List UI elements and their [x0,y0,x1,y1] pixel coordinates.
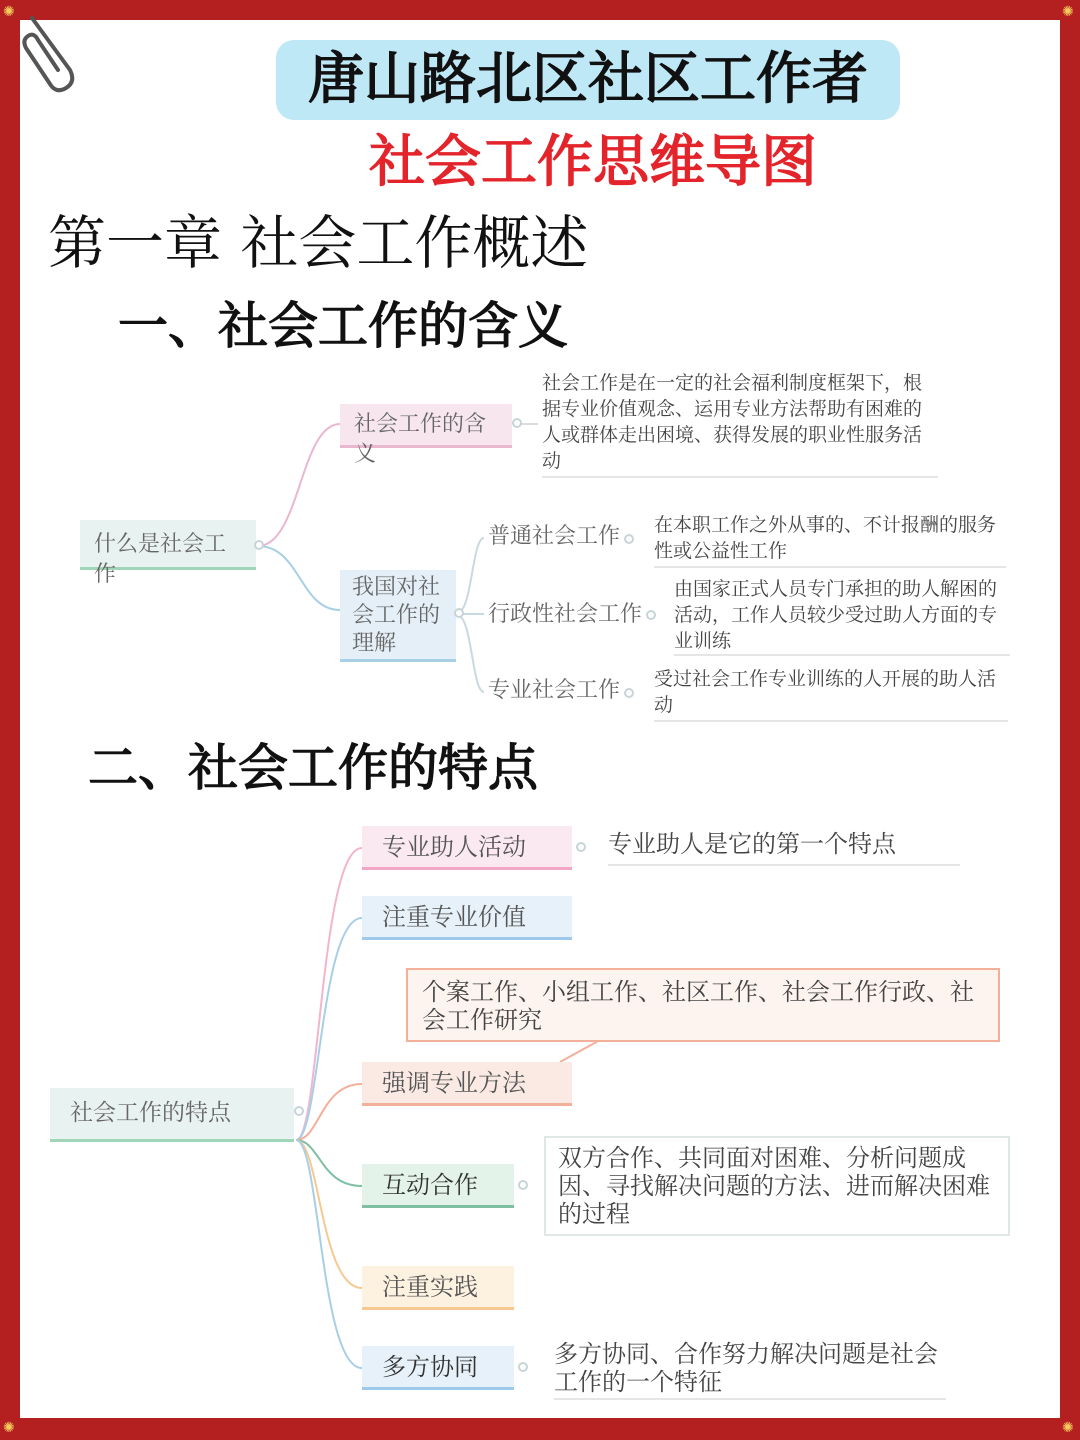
node-interaction-cooperation: 互动合作 [362,1164,514,1208]
node-administrative-social-work: 行政性社会工作 [488,602,643,627]
node-professional-values: 注重专业价值 [362,896,572,940]
node-toggle-icon [454,608,464,618]
node-professional-methods: 强调专业方法 [362,1062,572,1106]
node-general-social-work: 普通社会工作 [488,524,621,549]
multi-party-collaboration-description: 多方协同、合作努力解决问题是社会工作的一个特征 [554,1340,946,1400]
corner-ornament-icon: ✺ [1062,1420,1074,1436]
section1-heading: 一、社会工作的含义 [118,297,568,355]
page-title: 唐山路北区社区工作者 [308,47,868,112]
root-node-what-is-social-work: 什么是社会工作 [80,520,256,570]
chapter-heading: 第一章 社会工作概述 [48,209,589,277]
root-node-characteristics: 社会工作的特点 [50,1088,294,1142]
section2-heading: 二、社会工作的特点 [88,739,538,797]
node-toggle-icon [294,1106,304,1116]
node-toggle-icon [518,1180,528,1190]
general-social-work-description: 在本职工作之外从事的、不计报酬的服务性或公益性工作 [654,512,1006,568]
administrative-social-work-description: 由国家正式人员专门承担的助人解困的活动，工作人员较少受过助人方面的专业训练 [674,576,1010,656]
corner-ornament-icon: ✺ [3,1420,15,1436]
node-toggle-icon [512,418,522,428]
node-toggle-icon [624,688,634,698]
node-meaning: 社会工作的含义 [340,404,512,448]
interaction-cooperation-description: 双方合作、共同面对困难、分析问题成因、寻找解决问题的方法、进而解决困难的过程 [544,1136,1010,1236]
node-toggle-icon [624,534,634,544]
corner-ornament-icon: ✺ [1062,4,1074,20]
node-toggle-icon [254,540,264,550]
professional-methods-callout: 个案工作、小组工作、社区工作、社会工作行政、社会工作研究 [406,968,1000,1042]
page-subtitle: 社会工作思维导图 [369,130,817,195]
node-professional-social-work: 专业社会工作 [488,678,621,703]
meaning-description: 社会工作是在一定的社会福利制度框架下，根据专业价值观念、运用专业方法帮助有困难的人或群体走出困境、获得发展的职业性服务活动 [542,370,938,478]
node-toggle-icon [646,610,656,620]
node-toggle-icon [576,842,586,852]
node-professional-helping: 专业助人活动 [362,826,572,870]
node-emphasis-on-practice: 注重实践 [362,1266,514,1310]
professional-helping-description: 专业助人是它的第一个特点 [608,830,960,866]
corner-ornament-icon: ✺ [3,4,15,20]
node-toggle-icon [518,1362,528,1372]
node-multi-party-collaboration: 多方协同 [362,1346,514,1390]
professional-social-work-description: 受过社会工作专业训练的人开展的助人活动 [654,666,1008,722]
node-understanding: 我国对社会工作的理解 [340,570,456,662]
